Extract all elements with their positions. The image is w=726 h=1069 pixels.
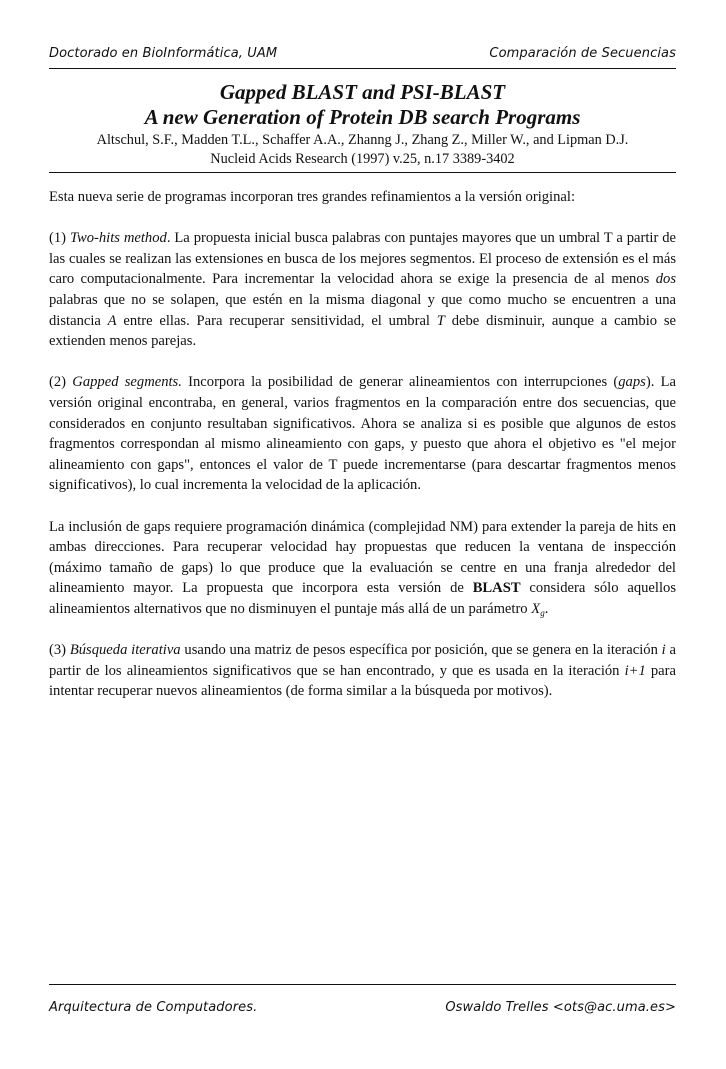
variable-a: A (107, 312, 117, 329)
text: entre ellas. Para recuperar sensitividad, el umbral (116, 312, 437, 329)
subscript-g: g (540, 607, 545, 618)
paragraph-gapped-segments (49, 372, 676, 496)
footer-course: Arquitectura de Computadores. (49, 1000, 258, 1015)
emphasis: gaps (618, 374, 646, 391)
item-number: (1) (49, 230, 70, 247)
footer-author: Oswaldo Trelles <ots@ac.uma.es> (445, 1000, 676, 1015)
text: ). La versión original encontraba, en general, varios fragmentos en la comparación entre dos secuencias, que considerados en conjunto resultaban significativos. Ahora se analiza si es posible que algunos de estos fragmentos correspondan al mismo alineamiento con gaps, y puesto que ahora el objetivo es "el mejor alineamiento con gaps", entonces el valor de T puede incrementarse (para descartar fragmentos menos significativos), lo cual incrementa la velocidad de la aplicación. (49, 374, 676, 494)
text: . (544, 600, 549, 617)
emphasis: dos (655, 271, 676, 288)
intro-paragraph: Esta nueva serie de programas incorporan tres grandes refinamientos a la versión original: (49, 189, 575, 205)
text: para intentar recuperar nuevos alineamientos (de forma similar a la búsqueda por motivos). (49, 662, 676, 700)
paragraph-iterative-search (49, 640, 676, 702)
text: usando una matriz de pesos específica por posición, que se genera en la iteración (180, 642, 662, 659)
title-line-1: Gapped BLAST and PSI-BLAST (219, 80, 506, 104)
title-line-2: A new Generation of Protein DB search Programs (144, 105, 581, 129)
item-number: (3) (49, 642, 70, 659)
running-footer (49, 1000, 676, 1015)
paragraph-two-hits (49, 228, 676, 352)
item-number: (2) (49, 374, 73, 391)
text: debe disminuir, aunque a cambio se extienden menos parejas. (49, 312, 676, 350)
term-iterative-search: Búsqueda iterativa (69, 642, 181, 659)
variable-i: i (661, 642, 666, 659)
variable-t: T (436, 312, 445, 329)
title-rule (49, 172, 676, 173)
text: considera sólo aquellos alineamientos alternativos que no disminuyen el puntaje más allá de un parámetro (49, 580, 676, 617)
paragraph-gap-inclusion (49, 517, 676, 620)
footer-rule (49, 984, 676, 985)
variable-i-plus-1: i+1 (624, 662, 646, 679)
text: palabras que no se solapen, que estén en la misma diagonal y que como mucho se encuentren a una distancia (49, 291, 676, 329)
text: a partir de los alineamientos significativos que se han encontrado, y que es usada en la iteración (49, 642, 676, 679)
text: La inclusión de gaps requiere programación dinámica (complejidad NM) para extender la pareja de hits en ambas direcciones. Para recuperar velocidad hay propuestas que reducen la ventana de inspección (máximo tamaño de gaps) lo que produce que la evaluación se centre en una franja alrededor del alineamiento mayor. La propuesta que incorpora esta versión de (49, 518, 676, 597)
authors: Altschul, S.F., Madden T.L., Schaffer A.A., Zhanng J., Zhang Z., Miller W., and Lipman D.J. (96, 132, 629, 148)
header-rule (49, 68, 676, 69)
text: . La propuesta inicial busca palabras con puntajes mayores que un umbral T a partir de las cuales se realizan las extensiones en busca de los mejores segmentos. El proceso de extensión es el más caro computacionalmente. Para incrementar la velocidad ahora se exige la presencia de al menos (49, 230, 676, 288)
variable-x: X (531, 600, 541, 617)
term-two-hits: Two-hits method (69, 230, 167, 247)
title-block (49, 80, 676, 169)
header-course: Doctorado en BioInformática, UAM (49, 46, 278, 61)
header-topic: Comparación de Secuencias (489, 46, 676, 61)
term-gapped-segments: Gapped segments. (72, 374, 182, 391)
text: Incorpora la posibilidad de generar alineamientos con interrupciones ( (181, 374, 619, 391)
blast-name: BLAST (472, 580, 521, 597)
running-header (49, 46, 676, 61)
body-text (49, 187, 676, 722)
journal-citation: Nucleid Acids Research (1997) v.25, n.17 3389-3402 (210, 151, 515, 167)
